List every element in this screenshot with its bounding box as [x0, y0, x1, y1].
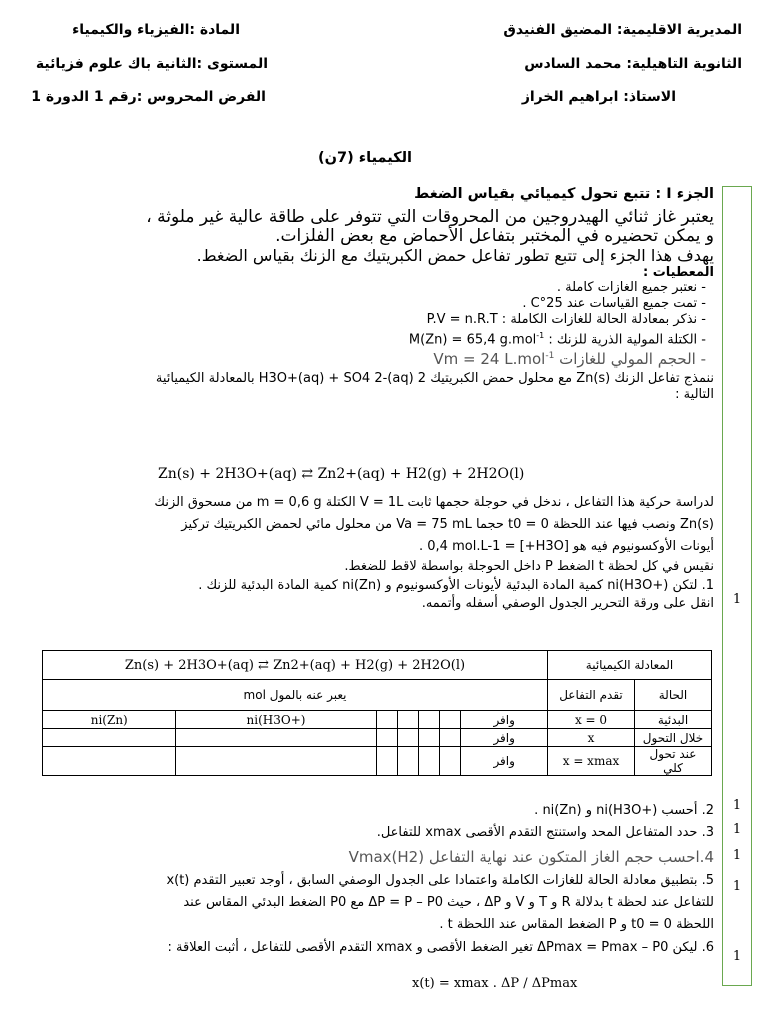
cell-empty — [376, 747, 397, 776]
mark-q5: 1 — [732, 879, 742, 894]
table-state-label: الحالة — [635, 680, 712, 711]
content — [38, 186, 714, 403]
cell-x0: x = 0 — [548, 711, 635, 729]
cell-excess-3: وافر — [461, 747, 548, 776]
table-unit-label: يعبر عنه بالمول mol — [43, 680, 548, 711]
questions-block — [38, 800, 714, 960]
table-eq-label: المعادلة الكيميائية — [548, 651, 712, 680]
experiment-line-2: Zn(s) ونصب فيها عند اللحظة t0 = 0 حجما Va = 75 mL من محلول مائي لحمض الكبريتيك تركيز — [181, 517, 714, 532]
progress-table — [42, 650, 712, 776]
question-1-line-1: 1. لتكن ni(H3O+) كمية المادة البدئية لأيونات الأوكسونيوم و ni(Zn) كمية المادة البدئية للزنك . — [198, 578, 714, 593]
model-text-2: التالية : — [675, 387, 714, 403]
cell-empty — [43, 747, 176, 776]
question-2: 2. أحسب ni(H3O+) و ni(Zn) . — [534, 803, 714, 818]
cell-empty — [376, 711, 397, 729]
cell-empty — [43, 729, 176, 747]
cell-empty — [176, 729, 376, 747]
given-3: - نذكر بمعادلة الحالة للغازات الكاملة : P.V = n.R.T — [426, 312, 706, 327]
cell-ni-zn: ni(Zn) — [43, 711, 176, 729]
given-2: - تمت جميع القياسات عند 25°C . — [522, 296, 706, 311]
givens-title: المعطيات : — [642, 265, 714, 280]
mark-q1: 1 — [732, 592, 742, 607]
cell-empty — [440, 711, 461, 729]
marks-column — [722, 186, 752, 986]
cell-excess-1: وافر — [461, 711, 548, 729]
experiment-line-1: لدراسة حركية هذا التفاعل ، ندخل في حوجلة حجمها ثابت V = 1L الكتلة m = 0,6 g من مسحوق الزنك — [154, 495, 714, 510]
mark-q2: 1 — [732, 798, 742, 813]
header-right-1: المديرية الاقليمية: المضيق الفنيدق — [503, 22, 742, 38]
mark-q3: 1 — [732, 822, 742, 837]
question-6: 6. ليكن ΔPmax = Pmax – P0 تغير الضغط الأقصى و xmax التقدم الأقصى للتفاعل ، أثبت العلاقة : — [167, 940, 714, 955]
mark-q4: 1 — [732, 848, 742, 863]
header-left-3: الفرض المحروس :رقم 1 الدورة 1 — [31, 89, 266, 105]
question-5-line-3: اللحظة t0 = 0 و P الضغط المقاس عند اللحظة t . — [439, 917, 714, 932]
question-4: 4.احسب حجم الغاز المتكون عند نهاية التفاعل Vmax(H2) — [348, 848, 714, 866]
header-right-2: الثانوية التاهيلية: محمد السادس — [524, 56, 742, 72]
row-initial-label: البدئية — [635, 711, 712, 729]
intro-line-1: يعتبر غاز ثنائي الهيدروجين من المحروقات التي تتوفر على طاقة عالية غير ملوثة ، — [146, 207, 714, 227]
cell-empty — [418, 747, 439, 776]
cell-empty — [440, 747, 461, 776]
experiment-line-3: أيونات الأوكسونيوم فيه هو [H3O+] = 0,4 mol.L-1 . — [419, 539, 714, 554]
reaction-equation: Zn(s) + 2H3O+(aq) ⇄ Zn2+(aq) + H2(g) + 2H2O(l) — [158, 466, 525, 482]
cell-empty — [397, 711, 418, 729]
cell-ni-h3o: ni(H3O+) — [176, 711, 376, 729]
part-title: الجزء I : تتبع تحول كيميائي بقياس الضغط — [414, 186, 714, 202]
experiment-block — [38, 492, 714, 612]
question-6-formula: x(t) = xmax . ΔP / ΔPmax — [412, 976, 578, 991]
experiment-line-4: نقيس في كل لحظة t الضغط P داخل الحوجلة بواسطة لاقط للضغط. — [344, 559, 714, 574]
question-5-line-1: 5. بتطبيق معادلة الحالة للغازات الكاملة واعتمادا على الجدول الوصفي السابق ، أوجد تعبير التقدم x(t) — [166, 873, 714, 888]
cell-xmax: x = xmax — [548, 747, 635, 776]
cell-empty — [440, 729, 461, 747]
row-final-label: عند تحول كلي — [635, 747, 712, 776]
question-1-line-2: انقل على ورقة التحرير الجدول الوصفي أسفله وأتممه. — [421, 596, 714, 611]
intro-line-3: يهدف هذا الجزء إلى تتبع تطور تفاعل حمض الكبريتيك مع الزنك بقياس الضغط. — [196, 246, 714, 265]
given-4: - الكتلة المولية الذرية للزنك : M(Zn) = 65,4 g.mol$^{-1}$ — [408, 331, 706, 348]
intro-line-2: و يمكن تحضيره في المختبر بتفاعل الأحماض مع بعض الفلزات. — [275, 226, 714, 246]
header-left-2: المستوى :الثانية باك علوم فزيائية — [35, 56, 268, 72]
header-left-1: المادة :الفيزياء والكيمياء — [72, 22, 240, 38]
cell-empty — [176, 747, 376, 776]
question-5-line-2: للتفاعل عند لحظة t بدلالة R و T و V و ΔP ، حيث ΔP = P – P0 مع P0 الضغط البدئي المقاس عند — [183, 895, 714, 910]
cell-empty — [418, 729, 439, 747]
cell-empty — [376, 729, 397, 747]
section-title: الكيمياء (7ن) — [317, 150, 413, 166]
cell-excess-2: وافر — [461, 729, 548, 747]
question-3: 3. حدد المتفاعل المحد واستنتج التقدم الأقصى xmax للتفاعل. — [376, 825, 714, 840]
table-equation: Zn(s) + 2H3O+(aq) ⇄ Zn2+(aq) + H2(g) + 2H2O(l) — [43, 651, 548, 680]
table-progress-label: تقدم التفاعل — [548, 680, 635, 711]
given-5: - الحجم المولي للغازات Vm = 24 L.mol$^{-1}$ — [433, 350, 706, 369]
cell-empty — [397, 747, 418, 776]
mark-q6: 1 — [732, 949, 742, 964]
cell-x: x — [548, 729, 635, 747]
model-text-1: ننمذج تفاعل الزنك Zn(s) مع محلول حمض الكبريتيك 2 H3O+(aq) + SO4 2-(aq) بالمعادلة الكيميائية — [155, 371, 714, 387]
given-1: - نعتبر جميع الغازات كاملة . — [556, 280, 706, 295]
cell-empty — [397, 729, 418, 747]
cell-empty — [418, 711, 439, 729]
header-right-3: الاستاذ: ابراهيم الخراز — [521, 89, 676, 105]
row-during-label: خلال التحول — [635, 729, 712, 747]
